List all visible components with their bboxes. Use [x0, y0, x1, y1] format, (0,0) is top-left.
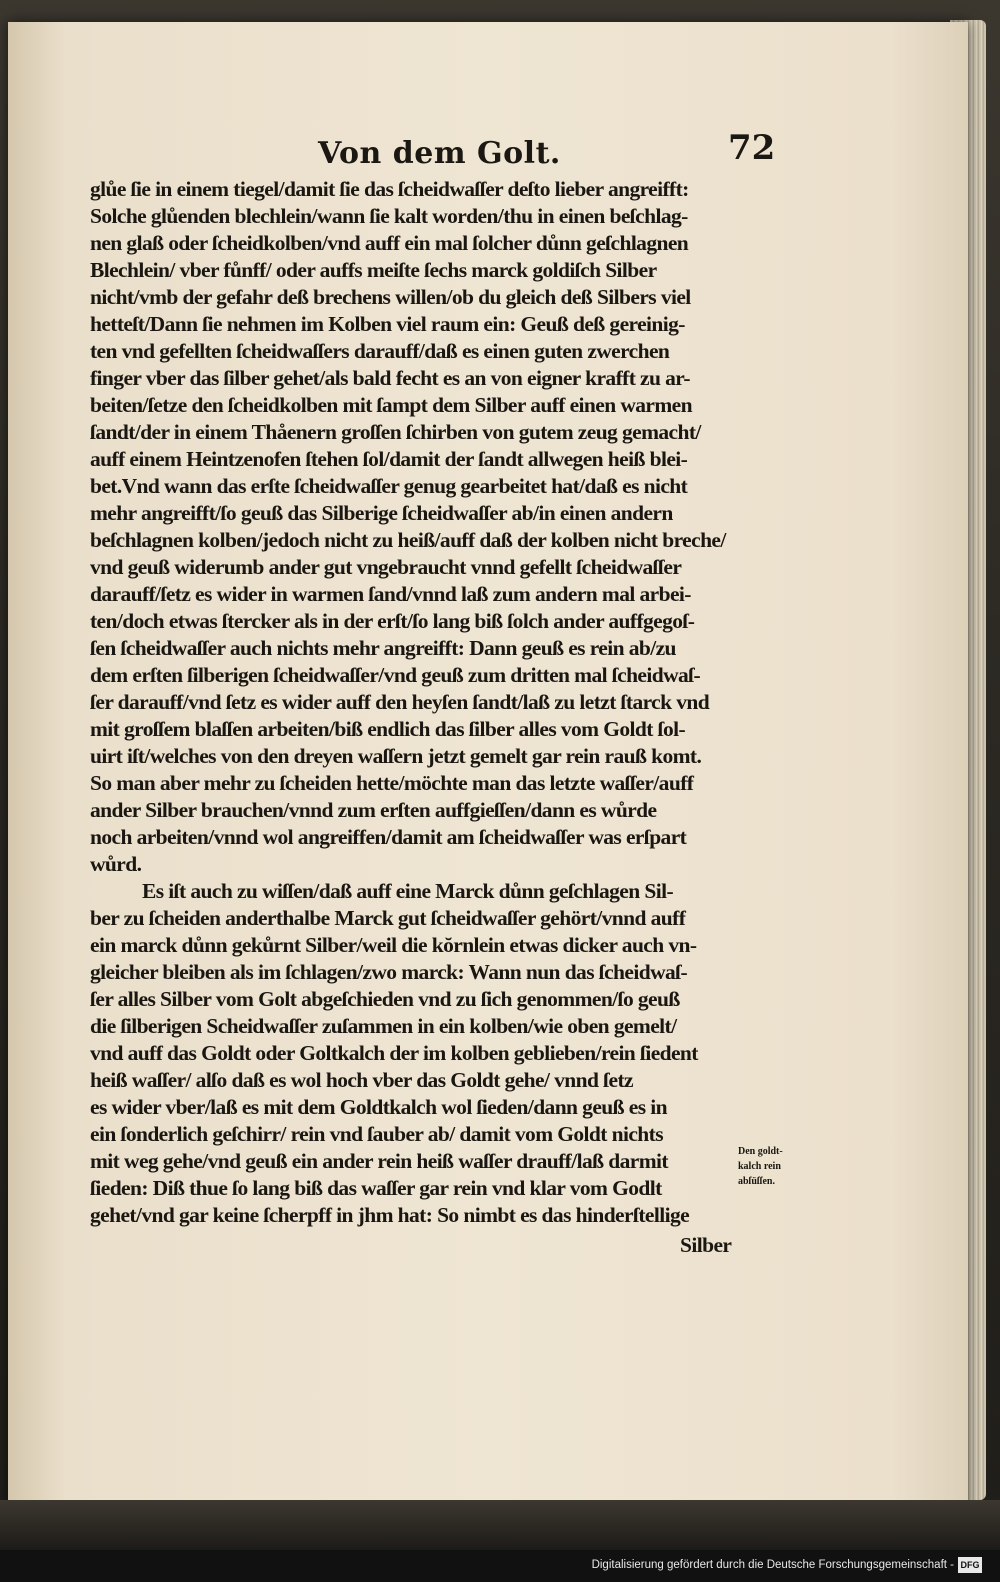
- text-line: ein marck důnn gekůrnt Silber/weil die kŏrnlein etwas dicker auch vn-: [90, 933, 697, 957]
- text-line: ſen ſcheidwaſſer auch nichts mehr angreifft: Dann geuß es rein ab/zu: [90, 636, 676, 660]
- text-line: wůrd.: [90, 852, 142, 876]
- marginal-note-line: Den goldt-: [738, 1146, 783, 1157]
- text-line: die ſilberigen Scheidwaſſer zuſammen in ein kolben/wie oben gemelt/: [90, 1014, 677, 1038]
- body-text: [90, 176, 740, 1286]
- text-line: uirt iſt/welches von den dreyen waſſern jetzt gemelt gar rein rauß komt.: [90, 744, 702, 768]
- text-line: So man aber mehr zu ſcheiden hette/möchte man das letzte waſſer/auff: [90, 771, 694, 795]
- text-line: ſieden: Diß thue ſo lang biß das waſſer gar rein vnd klar vom Godlt: [90, 1176, 662, 1200]
- text-line: ſer alles Silber vom Golt abgeſchieden vnd zu ſich genommen/ſo geuß: [90, 987, 680, 1011]
- text-line: Es iſt auch zu wiſſen/daß auff eine Marck důnn geſchlagen Sil-: [142, 879, 674, 903]
- text-line: beiten/ſetze den ſcheidkolben mit ſampt dem Silber auff einen warmen: [90, 393, 692, 417]
- text-line: gehet/vnd gar keine ſcherpff in jhm hat: So nimbt es das hinderſtellige: [90, 1203, 690, 1227]
- text-line: Blechlein/ vber fůnff/ oder auffs meiſte ſechs marck goldiſch Silber: [90, 258, 657, 282]
- marginal-note: [738, 1144, 818, 1204]
- text-line: ber zu ſcheiden anderthalbe Marck gut ſcheidwaſſer gehört/vnnd auff: [90, 906, 686, 930]
- marginal-note-line: abſüſſen.: [738, 1176, 775, 1187]
- text-line: ten vnd gefellten ſcheidwaſſers darauff/daß es einen guten zwerchen: [90, 339, 670, 363]
- text-line: beſchlagnen kolben/jedoch nicht zu heiß/auff daß der kolben nicht breche/: [90, 528, 726, 552]
- text-line: ander Silber brauchen/vnnd zum erſten auffgieſſen/dann es wůrde: [90, 798, 657, 822]
- text-line: bet.Vnd wann das erſte ſcheidwaſſer genug gearbeitet hat/daß es nicht: [90, 474, 688, 498]
- text-line: gleicher bleiben als im ſchlagen/zwo marck: Wann nun das ſcheidwaſ-: [90, 960, 688, 984]
- text-line: hetteſt/Dann ſie nehmen im Kolben viel raum ein: Geuß deß gereinig-: [90, 312, 685, 336]
- dfg-logo: DFG: [958, 1557, 982, 1573]
- text-line: darauff/ſetz es wider in warmen ſand/vnnd laß zum andern mal arbei-: [90, 582, 691, 606]
- funding-credit: Digitalisierung gefördert durch die Deutsche Forschungsgemeinschaft -: [591, 1559, 954, 1571]
- text-line: mit weg gehe/vnd geuß ein ander rein heiß waſſer drauff/laß darmit: [90, 1149, 668, 1173]
- text-line: nicht/vmb der gefahr deß brechens willen/ob du gleich deß Silbers viel: [90, 285, 691, 309]
- text-line: ein ſonderlich geſchirr/ rein vnd ſauber ab/ damit vom Goldt nichts: [90, 1122, 663, 1146]
- text-line: dem erſten ſilberigen ſcheidwaſſer/vnd geuß zum dritten mal ſcheidwaſ-: [90, 663, 701, 687]
- text-line: vnd geuß widerumb ander gut vngebraucht vnnd gefellt ſcheidwaſſer: [90, 555, 682, 579]
- text-line: auff einem Heintzenofen ſtehen ſol/damit der ſandt allwegen heiß blei-: [90, 447, 688, 471]
- text-line: mehr angreifft/ſo geuß das Silberige ſcheidwaſſer ab/in einen andern: [90, 501, 673, 525]
- text-line: Solche glůenden blechlein/wann ſie kalt worden/thu in einen beſchlag-: [90, 204, 688, 228]
- text-line: ſer darauff/vnd ſetz es wider auff den heyſen ſandt/laß zu letzt ſtarck vnd: [90, 690, 710, 714]
- text-line: glůe ſie in einem tiegel/damit ſie das ſcheidwaſſer deſto lieber angreifft:: [90, 177, 689, 201]
- text-line: mit groſſem blaſſen arbeiten/biß endlich das ſilber alles vom Goldt ſol-: [90, 717, 686, 741]
- text-line: finger vber das ſilber gehet/als bald fecht es an von eigner krafft zu ar-: [90, 366, 690, 390]
- text-line: es wider vber/laß es mit dem Goldtkalch wol ſieden/dann geuß es in: [90, 1095, 667, 1119]
- marginal-note-line: kalch rein: [738, 1161, 781, 1172]
- page-number: 72: [728, 128, 776, 168]
- catchword: Silber: [680, 1233, 732, 1257]
- text-line: nen glaß oder ſcheidkolben/vnd auff ein mal ſolcher důnn geſchlagnen: [90, 231, 689, 255]
- text-line: ſandt/der in einem Thåenern groſſen ſchirben von gutem zeug gemacht/: [90, 420, 701, 444]
- scan-bottom-shadow: [0, 1500, 1000, 1550]
- text-line: noch arbeiten/vnnd wol angreiffen/damit am ſcheidwaſſer was erſpart: [90, 825, 687, 849]
- text-line: heiß waſſer/ alſo daß es wol hoch vber das Goldt gehe/ vnnd ſetz: [90, 1068, 633, 1092]
- running-head: Von dem Golt.: [318, 136, 561, 171]
- text-line: vnd auff das Goldt oder Goltkalch der im kolben geblieben/rein ſiedent: [90, 1041, 698, 1065]
- text-line: ten/doch etwas ſtercker als in der erſt/ſo lang biß ſolch ander auffgegoſ-: [90, 609, 695, 633]
